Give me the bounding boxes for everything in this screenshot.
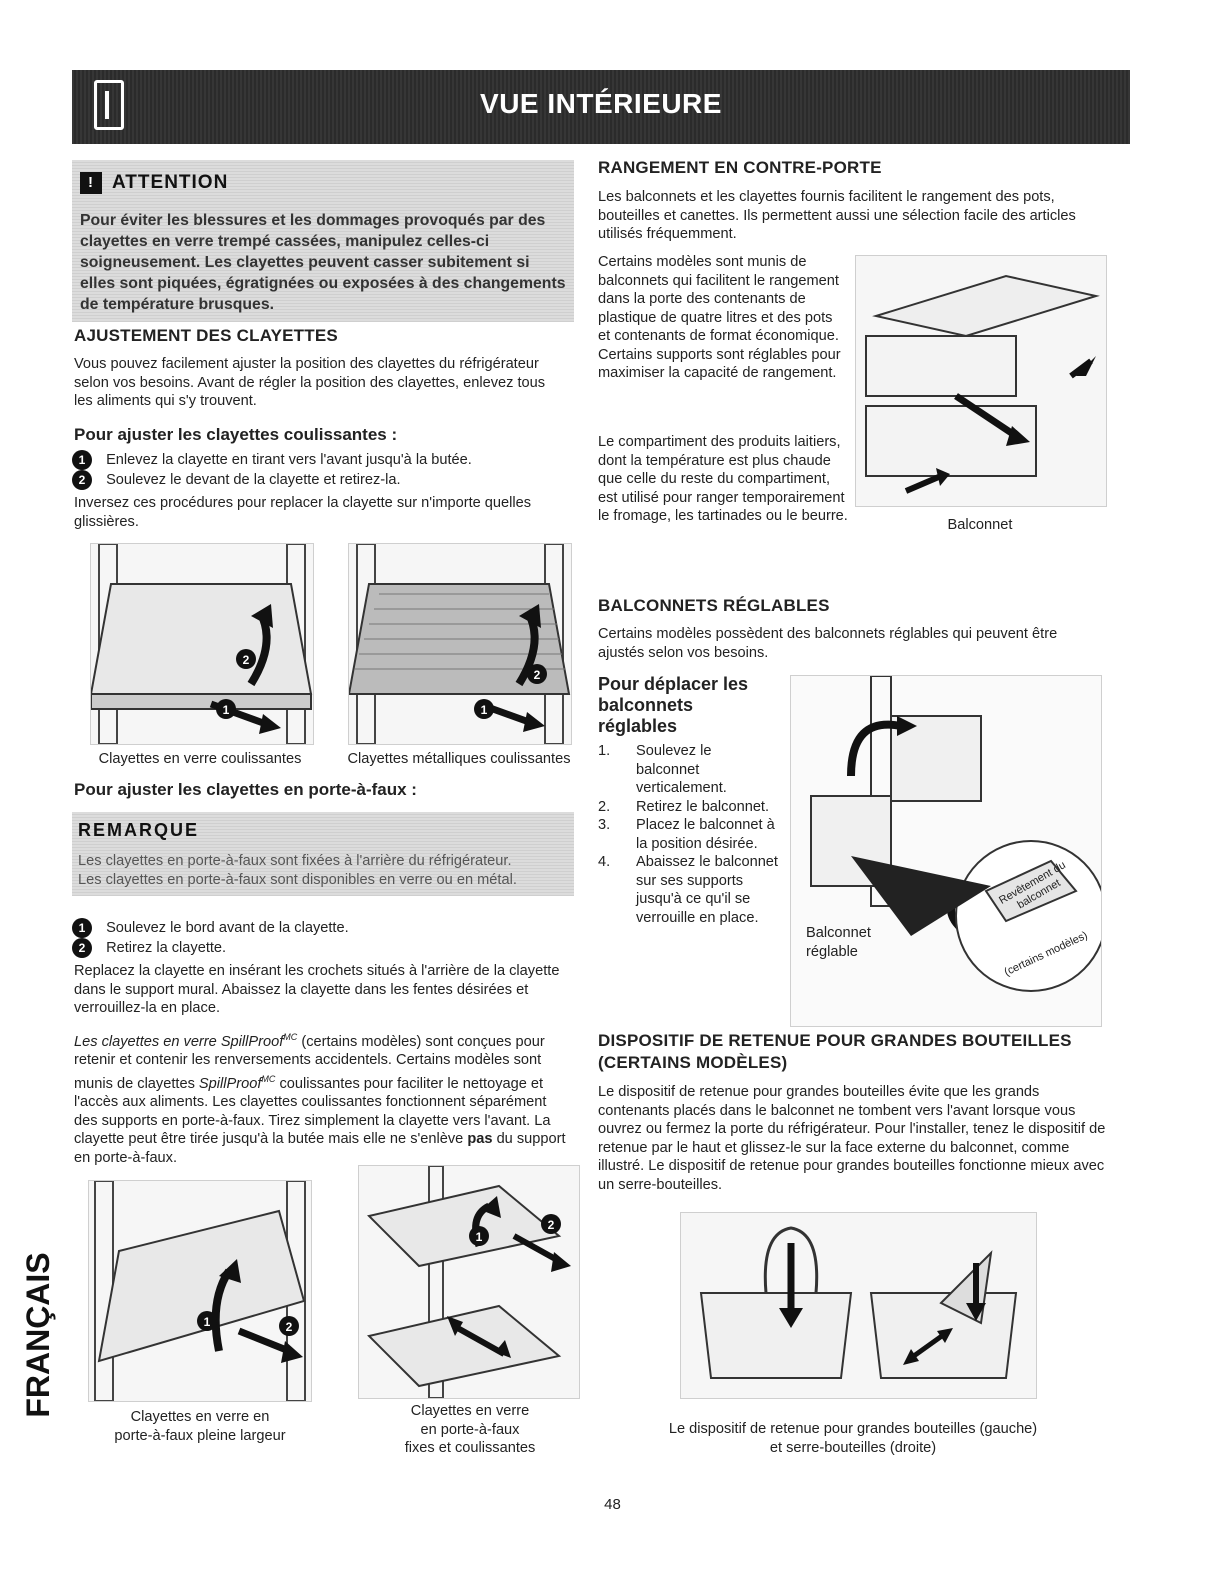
cantilever-heading: Pour ajuster les clayettes en porte-à-faux : <box>74 780 417 799</box>
adjustable-bins-intro: Certains modèles possèdent des balconnets réglables qui peuvent être ajustés selon vos besoins. <box>598 626 1058 661</box>
note-line-1: Les clayettes en porte-à-faux sont fixées à l'arrière du réfrigérateur. <box>78 853 512 869</box>
step-text: Soulevez le bord avant de la clayette. <box>106 920 349 936</box>
bin-liner-label: Revêtement du balconnet <box>997 859 1068 912</box>
fig4-caption-line-2: en porte-à-faux <box>420 1421 520 1438</box>
adj-caption-line-2: réglable <box>806 943 858 960</box>
spillproof-italic-2: SpillProof <box>198 1075 262 1092</box>
fig3-caption-line-1: Clayettes en verre en <box>130 1409 270 1425</box>
move-step <box>598 853 778 927</box>
step-text: Enlevez la clayette en tirant vers l'avant jusqu'à la butée. <box>106 452 472 468</box>
step-number-badge: 2 <box>72 938 92 958</box>
move-step-number: 4. <box>598 854 611 870</box>
move-step-number: 1. <box>598 743 611 759</box>
fig4-caption <box>360 1402 580 1458</box>
spillproof-text-3: du support en porte-à-faux. <box>74 1131 566 1166</box>
language-side-tab <box>20 1250 56 1420</box>
bottle-heading-line-2: (CERTAINS MODÈLES) <box>598 1053 788 1072</box>
cantilever-step-2 <box>72 938 562 958</box>
move-step-text: Retirez le balconnet. <box>636 798 770 815</box>
move-bins-heading <box>598 674 748 737</box>
fig4-caption-line-1: Clayettes en verre <box>410 1403 530 1419</box>
warning-heading <box>80 172 228 194</box>
svg-text:1: 1 <box>475 1230 483 1244</box>
svg-text:2: 2 <box>533 668 541 682</box>
balconnet-caption: Balconnet <box>947 517 1013 533</box>
glass-shelf-illustration <box>90 543 314 745</box>
move-step-number: 2. <box>598 798 611 815</box>
door-storage-intro: Les balconnets et les clayettes fournis facilitent le rangement des pots, bouteilles et canettes. Ils permettent aussi une sélection facile des articles utilisés fréquemment. <box>598 189 1076 242</box>
door-storage-p2: Certains modèles sont munis de balconnets qui facilitent le rangement dans la porte des contenants de plastique de quatre litres et des pots et contenants de format économique. Certains supports sont réglables pour maximiser la capacité de rangement. <box>598 254 841 381</box>
svg-text:2: 2 <box>242 653 250 667</box>
step-number-badge: 2 <box>72 470 92 490</box>
spillproof-trademark-2: MC <box>261 1073 276 1084</box>
spillproof-bold: pas <box>467 1131 493 1148</box>
shelves-intro: Vous pouvez facilement ajuster la position des clayettes du réfrigérateur selon vos besoins. Avant de régler la position des clayettes, enlevez tous les aliments qui s'y trouvent. <box>74 356 546 409</box>
door-storage-heading: RANGEMENT EN CONTRE-PORTE <box>598 158 882 177</box>
spillproof-italic: Les clayettes en verre SpillProof <box>74 1033 284 1050</box>
svg-text:1: 1 <box>203 1315 211 1329</box>
warning-icon: ! <box>80 172 102 194</box>
warning-box <box>72 160 574 322</box>
spillproof-text-1: (certains modèles) sont conçues pour retenir et contenir les renversements accidentels. Certains modèles sont munis de clayettes <box>74 1033 545 1092</box>
move-step-text: Soulevez le balconnet verticalement. <box>636 743 727 796</box>
metal-shelf-illustration <box>348 543 572 745</box>
step-text: Soulevez le devant de la clayette et retirez-la. <box>106 472 401 488</box>
move-heading-line-3: réglables <box>598 716 678 736</box>
move-heading-line-2: balconnets <box>598 695 694 715</box>
bottle-retainer-illustration <box>680 1212 1037 1399</box>
adj-caption-line-1: Balconnet <box>806 925 871 941</box>
cantilever-replace: Replacez la clayette en insérant les crochets situés à l'arrière de la clayette dans le support mural. Abaissez la clayette dans les fentes désirées et verrouillez-la en place. <box>74 963 560 1016</box>
fig2-caption: Clayettes métalliques coulissantes <box>347 751 571 767</box>
step-number-badge: 1 <box>72 450 92 470</box>
adjustable-bin-illustration <box>790 675 1102 1027</box>
sliding-step-1 <box>72 450 562 470</box>
warning-heading-text: ATTENTION <box>112 172 229 194</box>
move-step <box>598 742 778 798</box>
warning-text: Pour éviter les blessures et les dommages provoqués par des clayettes en verre trempé cassées, manipulez celles-ci soigneusement. Les clayettes peuvent casser subitement si elles sont piquées, égratignées ou exposées à des changements de température brusques. <box>80 212 566 313</box>
shelves-heading: AJUSTEMENT DES CLAYETTES <box>74 326 338 345</box>
door-storage-p3: Le compartiment des produits laitiers, dont la température est plus chaude que celle du reste du compartiment, est utilisé pour ranger temporairement le fromage, les tartinades ou le beurre. <box>598 434 848 524</box>
move-step <box>598 798 778 817</box>
svg-text:1: 1 <box>480 703 488 717</box>
fig3-caption-line-2: porte-à-faux pleine largeur <box>114 1427 286 1444</box>
cantilever-step-1 <box>72 918 562 938</box>
step-text: Retirez la clayette. <box>106 940 227 956</box>
page-header <box>72 70 1130 144</box>
bottle-caption-line-2: et serre-bouteilles (droite) <box>769 1439 937 1456</box>
note-box <box>72 812 574 896</box>
move-heading-line-1: Pour déplacer les <box>598 674 749 694</box>
spillproof-paragraph <box>74 1028 568 1167</box>
svg-text:2: 2 <box>285 1320 293 1334</box>
bottle-caption-line-1: Le dispositif de retenue pour grandes bouteilles (gauche) <box>668 1421 1038 1437</box>
fig4-caption-line-3: fixes et coulissantes <box>404 1440 536 1456</box>
language-label: FRANÇAIS <box>20 1252 56 1418</box>
note-text <box>78 852 570 890</box>
sliding-reverse: Inversez ces procédures pour replacer la clayette sur n'importe quelles glissières. <box>74 495 532 530</box>
certain-models-label: (certains modèles) <box>1002 929 1090 979</box>
adjustable-bin-caption <box>806 924 906 961</box>
door-bin-illustration <box>855 255 1107 507</box>
bottle-retainer-caption <box>598 1420 1108 1457</box>
step-number-badge: 1 <box>72 918 92 938</box>
fixed-sliding-cantilever-illustration <box>358 1165 580 1399</box>
move-step-text: Abaissez le balconnet sur ses supports jusqu'à ce qu'il se verrouille en place. <box>636 854 778 926</box>
page-number: 48 <box>604 1496 621 1513</box>
page-title: VUE INTÉRIEURE <box>480 88 722 119</box>
sliding-step-2 <box>72 470 562 490</box>
sliding-heading: Pour ajuster les clayettes coulissantes : <box>74 425 398 444</box>
spillproof-trademark: MC <box>283 1032 298 1042</box>
note-line-2: Les clayettes en porte-à-faux sont disponibles en verre ou en métal. <box>78 872 517 888</box>
note-heading: REMARQUE <box>78 820 200 840</box>
adjustable-bins-heading: BALCONNETS RÉGLABLES <box>598 596 830 615</box>
move-steps-list <box>598 742 778 927</box>
move-step-text: Placez le balconnet à la position désirée. <box>636 817 775 852</box>
bottle-retainer-heading <box>598 1030 1072 1074</box>
spillproof-text-2: coulissantes pour faciliter le nettoyage et l'accès aux aliments. Les clayettes coulissantes fonctionnent séparément des supports en porte-à-faux. Tirez simplement la clayette vers l'avant. La clayette peut être tirée jusqu'à la butée mais elle ne s'enlève <box>74 1075 551 1148</box>
svg-text:2: 2 <box>547 1218 555 1232</box>
fig1-caption: Clayettes en verre coulissantes <box>98 751 302 767</box>
svg-text:1: 1 <box>222 703 230 717</box>
move-step <box>598 816 778 853</box>
bottle-heading-line-1: DISPOSITIF DE RETENUE POUR GRANDES BOUTEILLES <box>598 1031 1072 1050</box>
move-step-number: 3. <box>598 817 611 833</box>
bottle-retainer-text: Le dispositif de retenue pour grandes bouteilles évite que les grands contenants placés dans le balconnet ne tombent vers l'avant lorsque vous ouvrez ou fermez la porte du réfrigérateur. Pour l'installer, tenez le dispositif de retenue par le haut et glissez-le sur la face externe du balconnet, comme illustré. Le dispositif de retenue pour grandes bouteilles fonctionne mieux avec un serre-bouteilles. <box>598 1084 1106 1193</box>
full-width-cantilever-illustration <box>88 1180 312 1402</box>
fig3-caption <box>90 1408 310 1445</box>
